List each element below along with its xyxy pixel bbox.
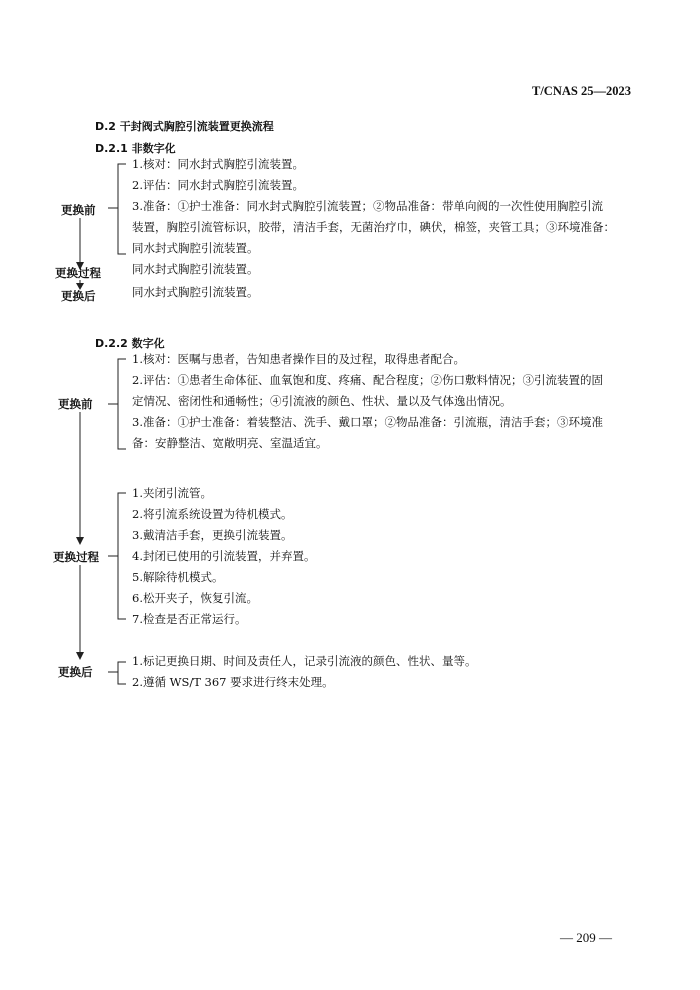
list-item: 1.标记更换日期、时间及责任人，记录引流液的颜色、性状、量等。: [132, 654, 477, 668]
list-item: 同水封式胸腔引流装置。: [132, 241, 259, 255]
digital-process-list: [132, 483, 315, 630]
list-item: 7.检查是否正常运行。: [132, 612, 247, 626]
list-item: 2.将引流系统设置为待机模式。: [132, 507, 293, 521]
standard-code: T/CNAS 25—2023: [532, 84, 631, 98]
label-before: 更换前: [61, 203, 96, 217]
label-process: 更换过程: [53, 550, 99, 564]
list-item: 1.核对：同水封式胸腔引流装置。: [132, 157, 304, 171]
label-after: 更换后: [61, 289, 96, 303]
list-item: 4.封闭已使用的引流装置，并弃置。: [132, 549, 316, 563]
arrow-down-icon: [76, 652, 84, 660]
list-item: 备：安静整洁、宽敞明亮、室温适宜。: [132, 436, 328, 450]
list-item: 2.遵循 WS/T 367 要求进行终末处理。: [132, 675, 334, 689]
list-item: 5.解除待机模式。: [132, 570, 224, 584]
subsection-title-non-digital: D.2.1 非数字化: [95, 142, 176, 155]
list-item: 3.准备：①护士准备：同水封式胸腔引流装置；②物品准备：带单向阀的一次性使用胸腔引流: [132, 199, 603, 213]
list-item: 2.评估：同水封式胸腔引流装置。: [132, 178, 304, 192]
non-digital-after-text: 同水封式胸腔引流装置。: [132, 285, 259, 299]
list-item: 装置，胸腔引流管标识，胶带，清洁手套，无菌治疗巾，碘伏，棉签，夹管工具；③环境准备：: [132, 220, 615, 234]
list-item: 定情况、密闭性和通畅性；④引流液的颜色、性状、量以及气体逸出情况。: [132, 394, 512, 408]
non-digital-process-text: 同水封式胸腔引流装置。: [132, 262, 259, 276]
list-item: 3.准备：①护士准备：着装整洁、洗手、戴口罩；②物品准备：引流瓶，清洁手套；③环境准: [132, 415, 603, 429]
digital-before-list: [132, 349, 603, 454]
digital-after-list: [132, 651, 476, 693]
non-digital-before-list: [132, 154, 615, 259]
label-process: 更换过程: [55, 266, 101, 280]
section-title: D.2 干封阀式胸腔引流装置更换流程: [95, 120, 274, 133]
subsection-title-digital: D.2.2 数字化: [95, 337, 165, 350]
arrow-down-icon: [76, 537, 84, 545]
page-number: — 209 —: [560, 930, 612, 945]
list-item: 2.评估：①患者生命体征、血氧饱和度、疼痛、配合程度；②伤口敷料情况；③引流装置的固: [132, 373, 603, 387]
list-item: 1.夹闭引流管。: [132, 486, 212, 500]
list-item: 1.核对：医嘱与患者，告知患者操作目的及过程，取得患者配合。: [132, 352, 465, 366]
list-item: 3.戴清洁手套，更换引流装置。: [132, 528, 293, 542]
label-after: 更换后: [58, 665, 93, 679]
list-item: 6.松开夹子，恢复引流。: [132, 591, 258, 605]
label-before: 更换前: [58, 397, 93, 411]
